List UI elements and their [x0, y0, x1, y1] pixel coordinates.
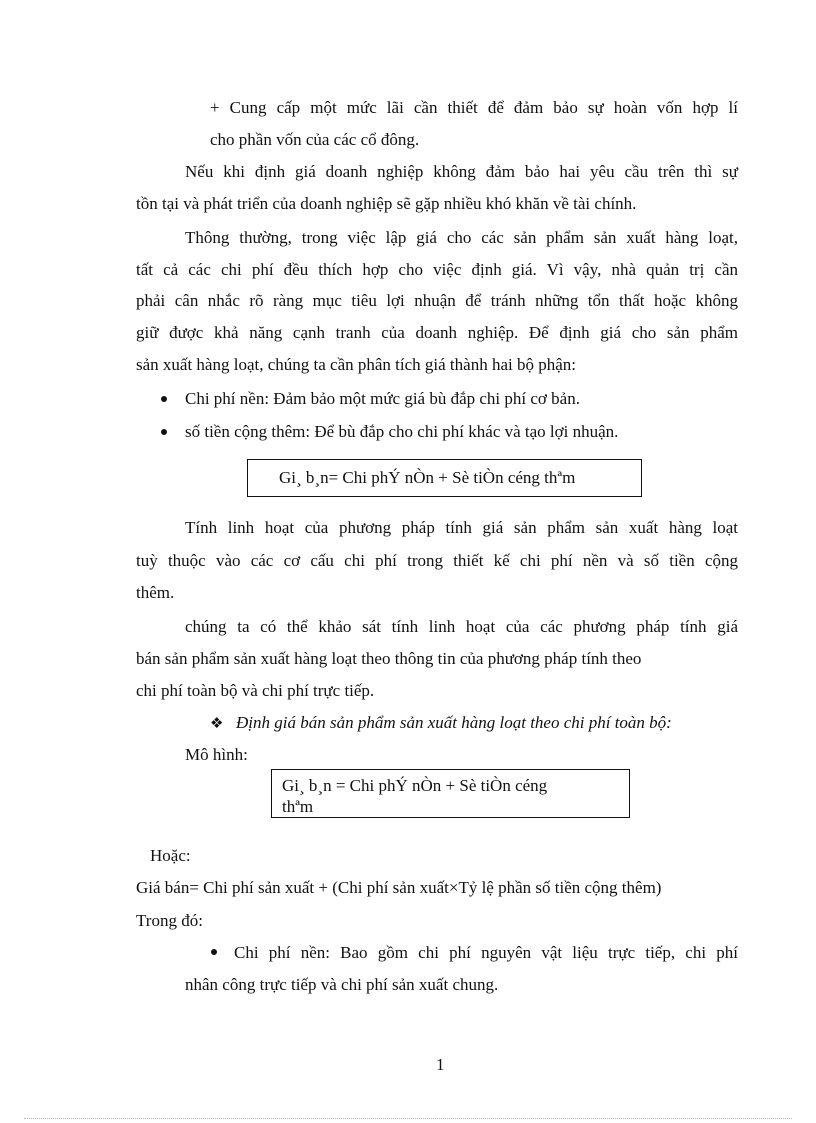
- text-line: chi phí toàn bộ và chi phí trực tiếp.: [136, 681, 375, 700]
- text-line: Tính linh hoạt của phương pháp tính giá sản phẩm sản xuất hàng loạt: [185, 518, 738, 537]
- text-line: tuỳ thuộc vào các cơ cấu chi phí trong thiết kế chi phí nền và số tiền cộng: [136, 551, 738, 570]
- text-line: Hoặc:: [150, 846, 191, 865]
- diamond-bullet-icon: ❖: [210, 714, 224, 732]
- text-line: tất cả các chi phí đều thích hợp cho việc định giá. Vì vậy, nhà quản trị cần: [136, 260, 738, 279]
- formula-text: thªm: [282, 797, 314, 816]
- bullet-icon: [161, 429, 167, 435]
- text-line: + Cung cấp một mức lãi cần thiết để đảm bảo sự hoàn vốn hợp lí: [210, 98, 738, 117]
- text-line: bán sản phẩm sản xuất hàng loạt theo thông tin của phương pháp tính theo: [136, 649, 642, 668]
- bullet-item: Chi phí nền: Bao gồm chi phí nguyên vật liệu trực tiếp, chi phí: [234, 943, 738, 962]
- bullet-item: Chi phí nền: Đảm bảo một mức giá bù đắp chi phí cơ bản.: [185, 389, 580, 408]
- formula-box: [271, 769, 630, 818]
- text-line: cho phần vốn của các cổ đông.: [210, 130, 420, 149]
- section-heading: Định giá bán sản phẩm sản xuất hàng loạt theo chi phí toàn bộ:: [236, 713, 672, 732]
- page-bottom-divider: [24, 1118, 792, 1119]
- text-line: chúng ta có thể khảo sát tính linh hoạt của các phương pháp tính giá: [185, 617, 738, 636]
- text-line: Thông thường, trong việc lập giá cho các sản phẩm sản xuất hàng loạt,: [185, 228, 738, 247]
- bullet-icon: [161, 396, 167, 402]
- bullet-item: số tiền cộng thêm: Để bù đắp cho chi phí khác và tạo lợi nhuận.: [185, 422, 619, 441]
- text-line: giữ được khả năng cạnh tranh của doanh nghiệp. Để định giá cho sản phẩm: [136, 323, 738, 342]
- text-line: tồn tại và phát triển của doanh nghiệp sẽ gặp nhiều khó khăn về tài chính.: [136, 194, 637, 213]
- text-line: sản xuất hàng loạt, chúng ta cần phân tích giá thành hai bộ phận:: [136, 355, 576, 374]
- text-line: Trong đó:: [136, 911, 203, 930]
- formula-text: Gi¸ b¸n= Chi phÝ nÒn + Sè tiÒn céng thªm: [279, 468, 576, 487]
- formula-text: Gi¸ b¸n = Chi phÝ nÒn + Sè tiÒn céng: [282, 776, 548, 795]
- text-line: Mô hình:: [185, 745, 248, 764]
- text-line: nhân công trực tiếp và chi phí sản xuất chung.: [185, 975, 499, 994]
- bullet-icon: [211, 949, 217, 955]
- text-line: phải cân nhắc rõ ràng mục tiêu lợi nhuận để tránh những tổn thất hoặc không: [136, 291, 738, 310]
- text-line: Nếu khi định giá doanh nghiệp không đảm bảo hai yêu cầu trên thì sự: [185, 162, 738, 181]
- page-number: 1: [436, 1055, 445, 1074]
- formula-box: [247, 459, 642, 497]
- text-line: thêm.: [136, 583, 175, 602]
- formula-line: Giá bán= Chi phí sản xuất + (Chi phí sản xuất×Tỷ lệ phần số tiền cộng thêm): [136, 878, 662, 897]
